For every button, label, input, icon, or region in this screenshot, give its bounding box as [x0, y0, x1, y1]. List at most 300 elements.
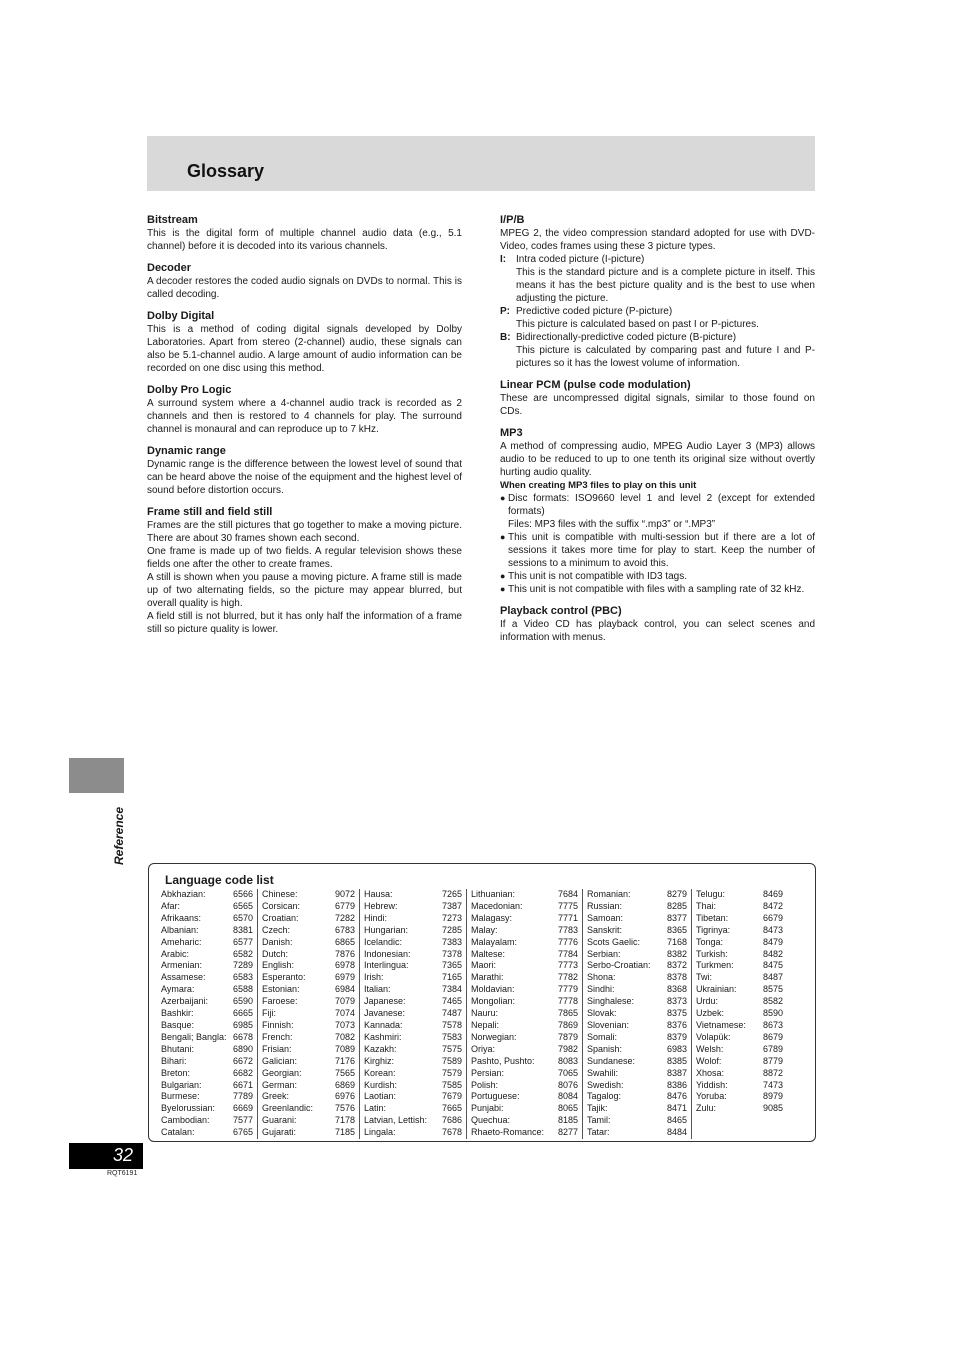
glossary-term: Dolby Pro Logic	[147, 384, 232, 396]
language-row	[471, 1091, 578, 1103]
language-code: 6588	[232, 984, 253, 995]
language-name: Armenian:	[161, 960, 203, 971]
language-code: 8376	[666, 1019, 687, 1030]
language-name: Galician:	[262, 1055, 298, 1066]
language-row	[161, 1008, 253, 1020]
language-code: 7782	[557, 972, 578, 983]
language-name: Byelorussian:	[161, 1103, 216, 1114]
mp3-bullet-body	[508, 583, 815, 596]
language-code: 7285	[441, 924, 462, 935]
language-row	[161, 984, 253, 996]
header-band	[147, 136, 815, 191]
language-row	[696, 1008, 783, 1020]
language-code: 7273	[441, 912, 462, 923]
language-name: Abkhazian:	[161, 889, 206, 899]
language-column	[466, 889, 582, 1139]
language-name: Faroese:	[262, 996, 298, 1007]
language-row	[587, 1127, 687, 1139]
language-name: Pashto, Pushto:	[471, 1055, 535, 1066]
glossary-term: Bitstream	[147, 214, 198, 226]
language-name: Fiji:	[262, 1008, 276, 1019]
language-row	[161, 925, 253, 937]
language-row	[364, 901, 462, 913]
language-code: 8590	[762, 1008, 783, 1019]
language-row	[161, 1115, 253, 1127]
language-code: 7176	[334, 1055, 355, 1066]
language-row	[471, 1020, 578, 1032]
glossary-term: Dynamic range	[147, 445, 226, 457]
language-name: Azerbaijani:	[161, 996, 209, 1007]
language-code: 8368	[666, 984, 687, 995]
language-code: 8279	[666, 889, 687, 899]
picture-type-name: Bidirectionally-predictive coded picture (B-picture)	[516, 332, 737, 343]
language-name: Sundanese:	[587, 1055, 636, 1066]
language-code: 7869	[557, 1019, 578, 1030]
glossary-term: Dolby Digital	[147, 310, 215, 322]
language-code: 8381	[232, 924, 253, 935]
picture-type-key: I:	[500, 254, 507, 265]
language-row	[364, 925, 462, 937]
language-row	[587, 1115, 687, 1127]
language-name: Afrikaans:	[161, 912, 202, 923]
language-name: Yoruba:	[696, 1091, 727, 1102]
language-row	[161, 901, 253, 913]
language-name: Wolof:	[696, 1055, 722, 1066]
language-name: Turkish:	[696, 948, 728, 959]
language-code: 7578	[441, 1019, 462, 1030]
language-code: 8979	[762, 1091, 783, 1102]
language-code: 8382	[666, 948, 687, 959]
language-code: 6983	[666, 1043, 687, 1054]
language-row	[364, 1127, 462, 1139]
language-code: 6682	[232, 1067, 253, 1078]
language-code: 7771	[557, 912, 578, 923]
language-row	[161, 1103, 253, 1115]
language-row	[696, 1032, 783, 1044]
language-name: Gujarati:	[262, 1127, 297, 1138]
language-row	[262, 1032, 355, 1044]
language-name: Albanian:	[161, 924, 199, 935]
language-row	[161, 1080, 253, 1092]
language-code: 7686	[441, 1115, 462, 1126]
language-name: Kazakh:	[364, 1043, 397, 1054]
language-name: Greek:	[262, 1091, 290, 1102]
language-code: 7865	[557, 1008, 578, 1019]
language-row	[161, 889, 253, 901]
language-name: Yiddish:	[696, 1079, 728, 1090]
language-row	[161, 1032, 253, 1044]
language-row	[696, 996, 783, 1008]
language-name: Czech:	[262, 924, 291, 935]
language-name: Bashkir:	[161, 1008, 194, 1019]
language-code: 8378	[666, 972, 687, 983]
language-code: 8473	[762, 924, 783, 935]
language-name: Dutch:	[262, 948, 289, 959]
language-name: Uzbek:	[696, 1008, 725, 1019]
language-name: Tibetan:	[696, 912, 729, 923]
language-name: Somali:	[587, 1031, 618, 1042]
language-row	[161, 1091, 253, 1103]
language-row	[696, 937, 783, 949]
language-code: 7473	[762, 1079, 783, 1090]
glossary-paragraph: If a Video CD has playback control, you can select scenes and information with menus.	[500, 619, 815, 643]
language-code: 6869	[334, 1079, 355, 1090]
language-code: 7365	[441, 960, 462, 971]
glossary-paragraph: A decoder restores the coded audio signals on DVDs to normal. This is called decoding.	[147, 276, 462, 300]
language-code: 7579	[441, 1067, 462, 1078]
mp3-bullet-text: This unit is compatible with multi-session but if there are a lot of sessions it takes more time for play to start. Keep the number of sessions to a minimum to avoid this.	[508, 532, 815, 569]
language-code: 6669	[232, 1103, 253, 1114]
language-column	[359, 889, 466, 1139]
page-number: 32	[112, 1145, 133, 1165]
language-row	[471, 937, 578, 949]
language-code: 8084	[557, 1091, 578, 1102]
language-name: Hungarian:	[364, 924, 409, 935]
language-code: 7185	[334, 1127, 355, 1138]
bullet-icon: ●	[500, 584, 506, 594]
language-code: 7383	[441, 936, 462, 947]
language-row	[262, 1020, 355, 1032]
language-name: Vietnamese:	[696, 1019, 746, 1030]
language-code: 7585	[441, 1079, 462, 1090]
language-row	[696, 1068, 783, 1080]
language-code: 8487	[762, 972, 783, 983]
language-code: 6583	[232, 972, 253, 983]
language-code: 7775	[557, 900, 578, 911]
language-code: 8476	[666, 1091, 687, 1102]
language-row	[587, 889, 687, 901]
language-name: Moldavian:	[471, 984, 515, 995]
language-code: 7165	[441, 972, 462, 983]
mp3-bullet-body	[508, 570, 815, 583]
language-code: 7168	[666, 936, 687, 947]
language-row	[471, 972, 578, 984]
language-code: 7773	[557, 960, 578, 971]
language-code: 9072	[334, 889, 355, 899]
language-code: 6565	[232, 900, 253, 911]
language-name: Corsican:	[262, 900, 301, 911]
language-code: 7465	[441, 996, 462, 1007]
language-row	[262, 913, 355, 925]
language-row	[262, 1091, 355, 1103]
glossary-entry	[147, 383, 462, 436]
language-code: 8379	[666, 1031, 687, 1042]
language-code: 7178	[334, 1115, 355, 1126]
language-name: Bulgarian:	[161, 1079, 202, 1090]
language-row	[364, 1091, 462, 1103]
language-row	[471, 1068, 578, 1080]
language-row	[587, 1008, 687, 1020]
language-code: 6590	[232, 996, 253, 1007]
language-row	[471, 1115, 578, 1127]
glossary-paragraph: These are uncompressed digital signals, similar to those found on CDs.	[500, 393, 815, 417]
language-row	[587, 1068, 687, 1080]
language-name: Kannada:	[364, 1019, 403, 1030]
language-name: Hindi:	[364, 912, 388, 923]
language-code: 7089	[334, 1043, 355, 1054]
language-code: 8575	[762, 984, 783, 995]
picture-type-name: Predictive coded picture (P-picture)	[516, 306, 673, 317]
glossary-entry-lpcm	[500, 378, 815, 418]
language-name: Slovak:	[587, 1008, 617, 1019]
language-code: 8375	[666, 1008, 687, 1019]
language-code: 7577	[232, 1115, 253, 1126]
mp3-bullet-body	[508, 531, 815, 570]
language-code: 7784	[557, 948, 578, 959]
language-name: Latin:	[364, 1103, 387, 1114]
language-name: Frisian:	[262, 1043, 292, 1054]
glossary-term: Playback control (PBC)	[500, 605, 622, 617]
language-row	[587, 972, 687, 984]
picture-type-row	[500, 331, 815, 344]
language-row	[471, 1032, 578, 1044]
language-name: Tagalog:	[587, 1091, 622, 1102]
bullet-icon: ●	[500, 493, 506, 503]
glossary-entry-mp3	[500, 426, 815, 596]
language-code: 7289	[232, 960, 253, 971]
language-name: Arabic:	[161, 948, 190, 959]
language-row	[262, 1080, 355, 1092]
language-row	[696, 1044, 783, 1056]
language-name: German:	[262, 1079, 298, 1090]
language-code: 8076	[557, 1079, 578, 1090]
language-row	[587, 1091, 687, 1103]
bullet-icon: ●	[500, 532, 506, 542]
picture-type-description: This picture is calculated by comparing past and future I and P-pictures so it has the lowest volume of information.	[516, 345, 815, 369]
picture-type-name: Intra coded picture (I-picture)	[516, 254, 645, 265]
language-name: Polish:	[471, 1079, 499, 1090]
language-row	[696, 913, 783, 925]
language-name: Twi:	[696, 972, 713, 983]
language-code: 7565	[334, 1067, 355, 1078]
language-name: Spanish:	[587, 1043, 623, 1054]
language-name: Ameharic:	[161, 936, 202, 947]
language-name: Macedonian:	[471, 900, 523, 911]
glossary-term: I/P/B	[500, 214, 525, 226]
language-row	[587, 949, 687, 961]
language-name: Georgian:	[262, 1067, 302, 1078]
language-row	[696, 972, 783, 984]
language-code: 6985	[232, 1019, 253, 1030]
language-name: Thai:	[696, 900, 717, 911]
mp3-bullet-item	[500, 531, 815, 570]
language-name: Rhaeto-Romance:	[471, 1127, 545, 1138]
language-code: 7679	[441, 1091, 462, 1102]
language-code: 8472	[762, 900, 783, 911]
glossary-paragraph: One frame is made up of two fields. A regular television shows these fields one after the other to create frames.	[147, 546, 462, 570]
mp3-bullet-item	[500, 570, 815, 583]
language-name: Volapük:	[696, 1031, 731, 1042]
language-code: 8465	[666, 1115, 687, 1126]
language-row	[696, 1103, 783, 1115]
language-row	[696, 960, 783, 972]
glossary-left-column	[147, 213, 462, 636]
language-row	[471, 984, 578, 996]
glossary-entry	[147, 261, 462, 301]
glossary-right-column	[500, 213, 815, 644]
language-code: 6570	[232, 912, 253, 923]
language-name: Latvian, Lettish:	[364, 1115, 428, 1126]
language-row	[471, 889, 578, 901]
picture-type-key: B:	[500, 332, 511, 343]
language-row	[587, 996, 687, 1008]
mp3-bullet-subtext: Files: MP3 files with the suffix “.mp3” or “.MP3”	[508, 519, 716, 530]
language-code: 8377	[666, 912, 687, 923]
language-name: Malagasy:	[471, 912, 513, 923]
language-code: 6984	[334, 984, 355, 995]
language-name: Russian:	[587, 900, 623, 911]
language-code: 7282	[334, 912, 355, 923]
language-name: Sindhi:	[587, 984, 615, 995]
language-name: Kirghiz:	[364, 1055, 395, 1066]
language-code: 7387	[441, 900, 462, 911]
language-name: Slovenian:	[587, 1019, 630, 1030]
language-name: Irish:	[364, 972, 384, 983]
language-name: Kashmiri:	[364, 1031, 402, 1042]
language-row	[587, 1080, 687, 1092]
glossary-paragraph: A surround system where a 4-channel audio track is recorded as 2 channels and then is restored to 4 channels for play. The surround channel is monaural and can reproduce up to 7 kHz.	[147, 398, 462, 435]
language-code: 7684	[557, 889, 578, 899]
language-name: Catalan:	[161, 1127, 195, 1138]
language-name: Marathi:	[471, 972, 504, 983]
mp3-bullets	[500, 492, 815, 596]
language-name: Tajik:	[587, 1103, 608, 1114]
language-name: Tigrinya:	[696, 924, 731, 935]
mp3-bullet-item	[500, 583, 815, 596]
language-code: 6979	[334, 972, 355, 983]
language-row	[262, 1008, 355, 1020]
language-code: 9085	[762, 1103, 783, 1114]
glossary-term: Decoder	[147, 262, 192, 274]
language-code: 7079	[334, 996, 355, 1007]
language-row	[262, 937, 355, 949]
language-name: Laotian:	[364, 1091, 397, 1102]
language-name: Portuguese:	[471, 1091, 520, 1102]
language-row	[161, 1056, 253, 1068]
language-name: Sanskrit:	[587, 924, 623, 935]
picture-type-description: This is the standard picture and is a complete picture in itself. This means it has the best picture quality and is the best to use when adjusting the picture.	[516, 267, 815, 304]
language-row	[364, 1080, 462, 1092]
language-code: 7583	[441, 1031, 462, 1042]
language-name: Telugu:	[696, 889, 726, 899]
language-name: Punjabi:	[471, 1103, 504, 1114]
language-code: 6566	[232, 889, 253, 899]
language-code-list	[148, 863, 816, 1142]
language-row	[262, 889, 355, 901]
language-code: 7575	[441, 1043, 462, 1054]
language-column	[161, 889, 257, 1139]
language-row	[161, 1020, 253, 1032]
language-code: 6890	[232, 1043, 253, 1054]
glossary-paragraph: MPEG 2, the video compression standard adopted for use with DVD-Video, codes frames using these 3 picture types.	[500, 228, 815, 252]
language-row	[364, 889, 462, 901]
language-row	[471, 1103, 578, 1115]
mp3-bullet-text: This unit is not compatible with files with a sampling rate of 32 kHz.	[508, 584, 805, 595]
language-name: Kurdish:	[364, 1079, 398, 1090]
picture-type-row	[500, 253, 815, 266]
language-name: Quechua:	[471, 1115, 511, 1126]
language-name: Swedish:	[587, 1079, 624, 1090]
language-row	[364, 1056, 462, 1068]
picture-type-key: P:	[500, 306, 510, 317]
language-name: Urdu:	[696, 996, 719, 1007]
language-row	[364, 984, 462, 996]
language-name: Ukrainian:	[696, 984, 737, 995]
language-code: 7783	[557, 924, 578, 935]
glossary-entry	[147, 213, 462, 253]
language-name: Assamese:	[161, 972, 206, 983]
language-code: 8679	[762, 1031, 783, 1042]
language-row	[161, 996, 253, 1008]
language-row	[471, 901, 578, 913]
language-code: 8285	[666, 900, 687, 911]
language-name: Samoan:	[587, 912, 624, 923]
language-name: Nauru:	[471, 1008, 499, 1019]
language-name: Icelandic:	[364, 936, 403, 947]
language-name: Malayalam:	[471, 936, 518, 947]
language-row	[262, 1056, 355, 1068]
mp3-bullet-text: This unit is not compatible with ID3 tags.	[508, 571, 687, 582]
language-row	[364, 1103, 462, 1115]
language-code: 7073	[334, 1019, 355, 1030]
language-code: 8479	[762, 936, 783, 947]
language-name: Japanese:	[364, 996, 406, 1007]
language-name: Persian:	[471, 1067, 505, 1078]
language-name: Zulu:	[696, 1103, 717, 1114]
language-row	[364, 1115, 462, 1127]
language-code: 6978	[334, 960, 355, 971]
language-code: 6765	[232, 1127, 253, 1138]
language-name: Guarani:	[262, 1115, 297, 1126]
language-name: Serbo-Croatian:	[587, 960, 651, 971]
language-row	[262, 960, 355, 972]
language-code: 7678	[441, 1127, 462, 1138]
language-name: Interlingua:	[364, 960, 409, 971]
picture-type-row	[500, 305, 815, 318]
language-code: 7487	[441, 1008, 462, 1019]
language-code: 8872	[762, 1067, 783, 1078]
language-code: 8779	[762, 1055, 783, 1066]
language-code: 7576	[334, 1103, 355, 1114]
language-row	[262, 996, 355, 1008]
language-row	[262, 1115, 355, 1127]
language-code: 8083	[557, 1055, 578, 1066]
language-code: 6679	[762, 912, 783, 923]
language-row	[696, 925, 783, 937]
glossary-entry	[147, 309, 462, 375]
language-name: Mongolian:	[471, 996, 516, 1007]
language-list-title: Language code list	[165, 873, 274, 887]
language-name: Chinese:	[262, 889, 298, 899]
language-code: 7776	[557, 936, 578, 947]
language-row	[161, 1044, 253, 1056]
glossary-paragraph: Frames are the still pictures that go together to make a moving picture. There are about 30 frames shown each second.	[147, 520, 462, 544]
language-code: 6779	[334, 900, 355, 911]
language-row	[364, 1020, 462, 1032]
section-label: Reference	[112, 806, 126, 866]
glossary-entry	[147, 444, 462, 497]
language-code: 8482	[762, 948, 783, 959]
language-row	[161, 1068, 253, 1080]
language-name: Swahili:	[587, 1067, 619, 1078]
language-row	[364, 1032, 462, 1044]
language-column	[582, 889, 691, 1139]
language-row	[587, 1056, 687, 1068]
language-row	[364, 913, 462, 925]
language-code: 8471	[666, 1103, 687, 1114]
language-code: 6865	[334, 936, 355, 947]
language-row	[161, 949, 253, 961]
